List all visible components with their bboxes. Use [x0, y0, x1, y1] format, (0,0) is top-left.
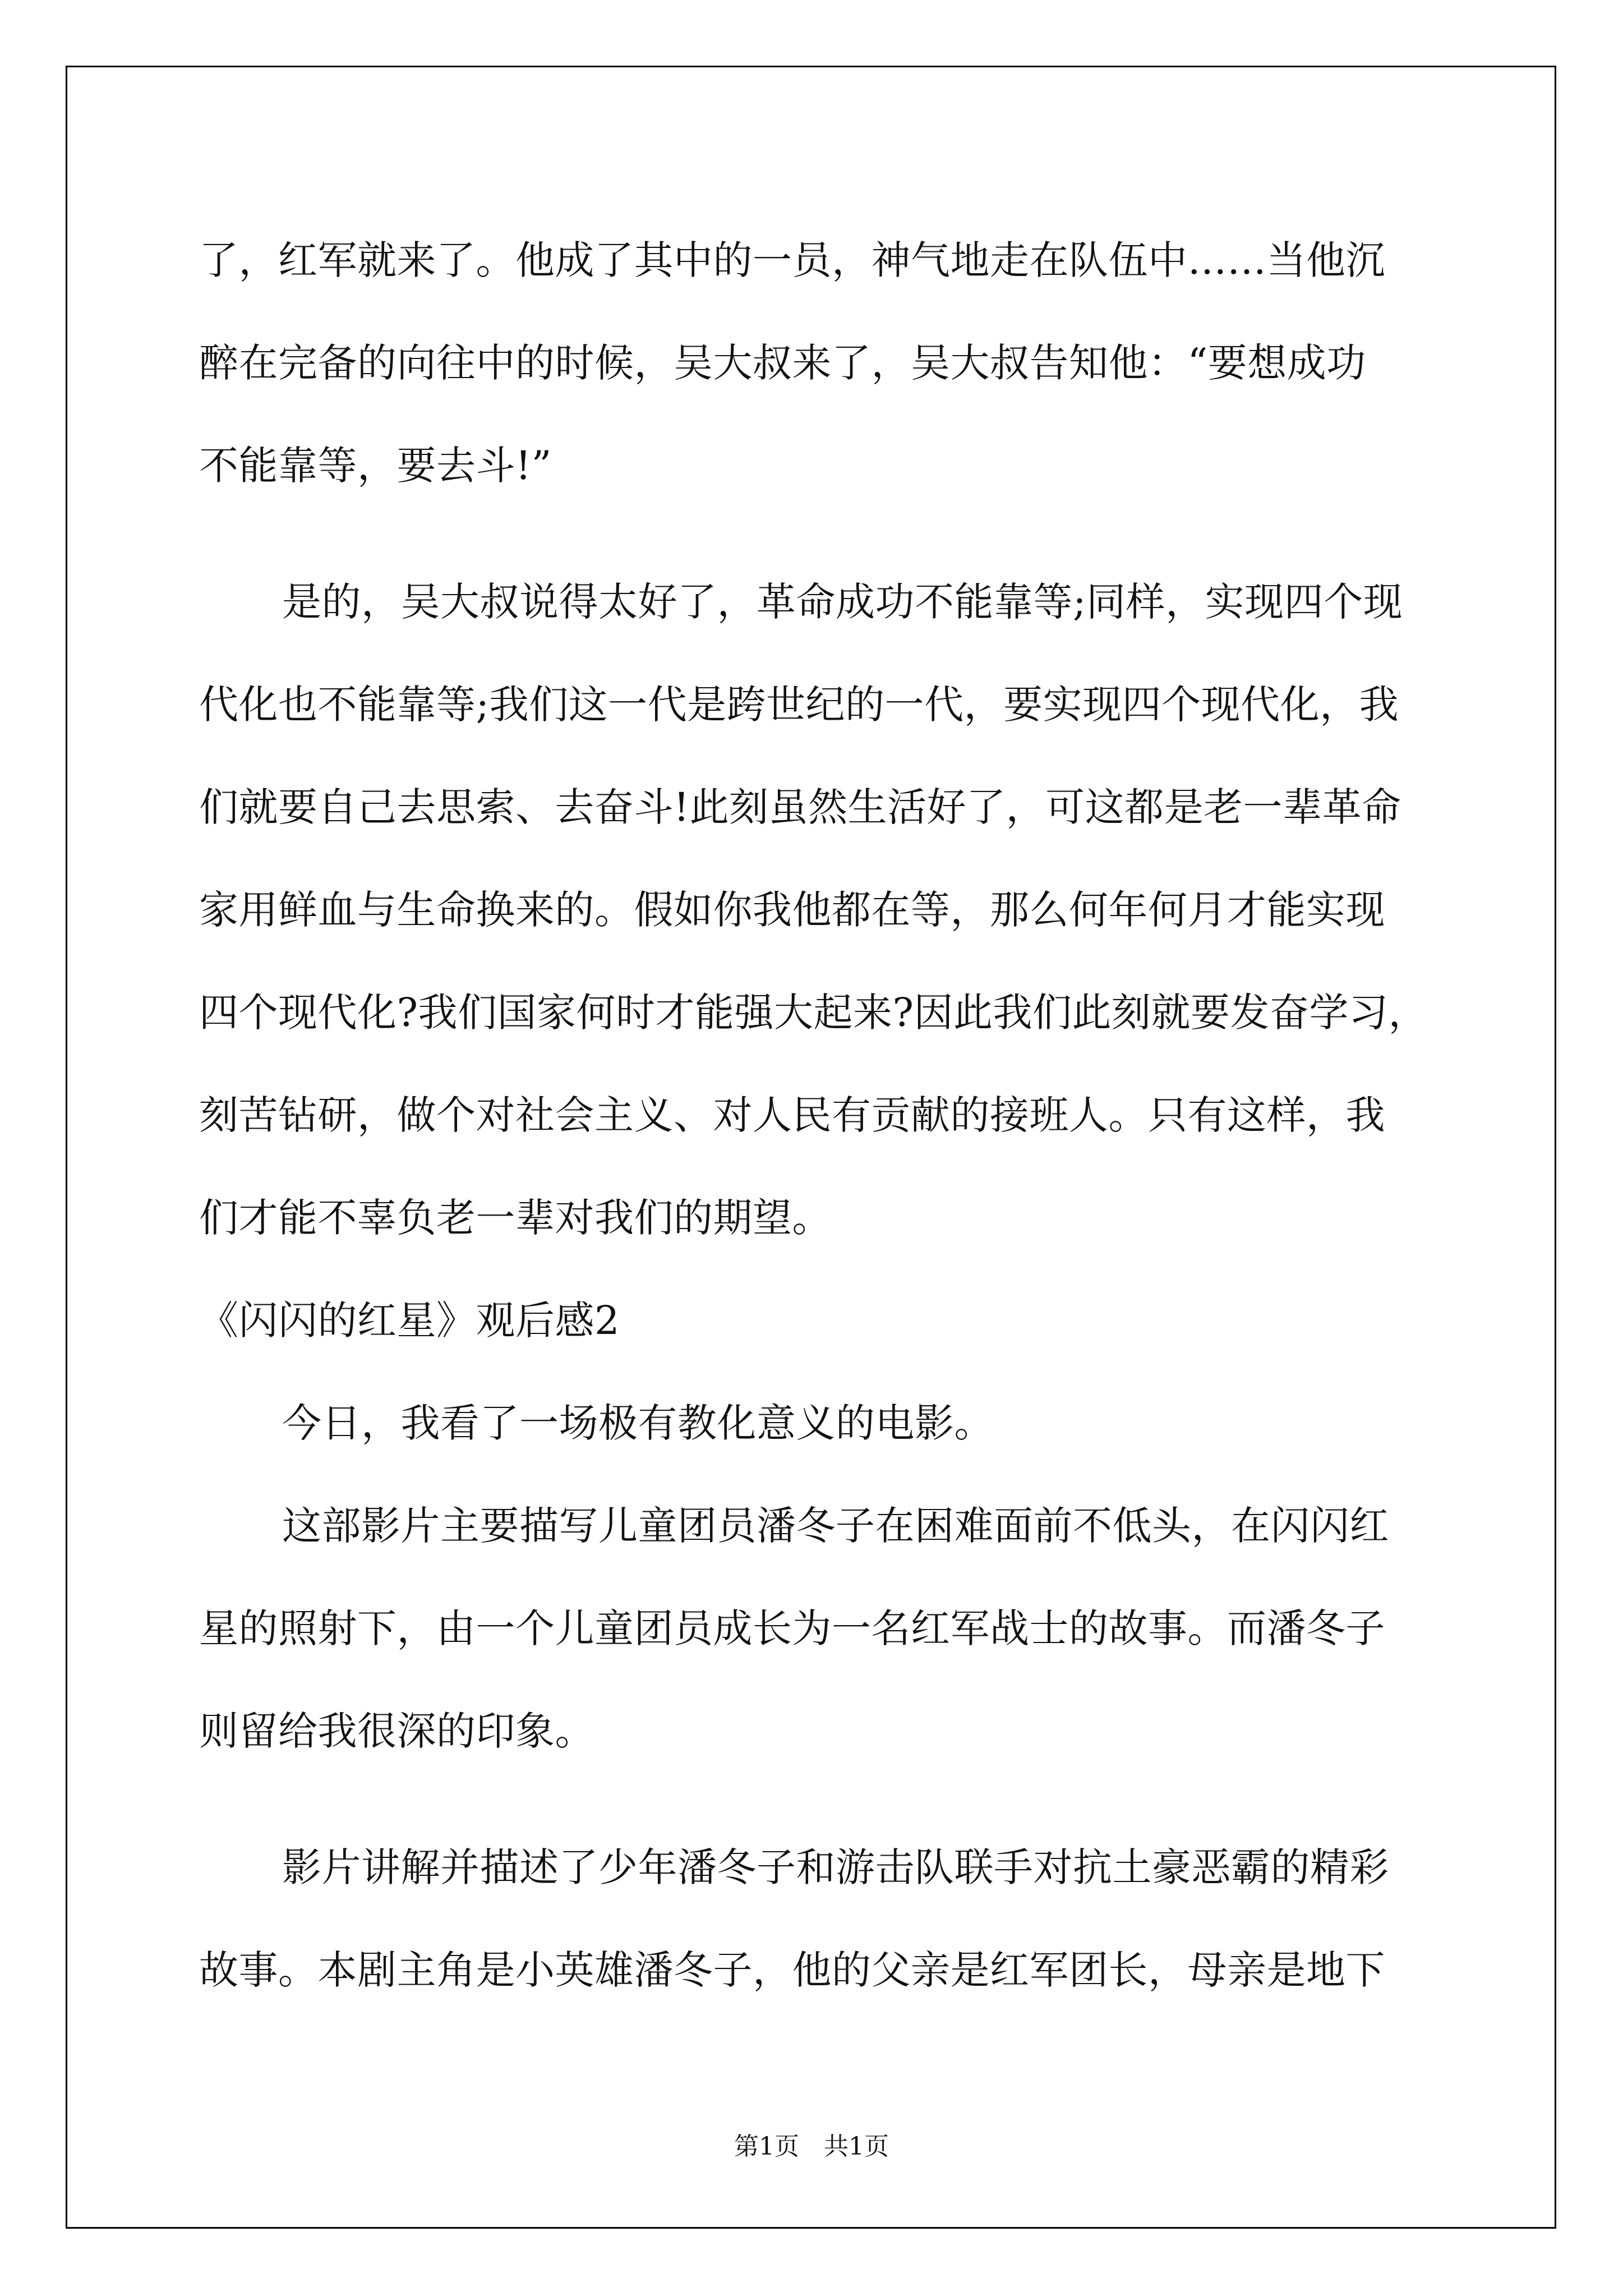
paragraph-line: 故事。本剧主角是小英雄潘冬子，他的父亲是红军团长，母亲是地下: [199, 1947, 1385, 1993]
paragraph-line: 是的，吴大叔说得太好了，革命成功不能靠等;同样，实现四个现: [282, 579, 1403, 625]
paragraph-line: 这部影片主要描写儿童团员潘冬子在困难面前不低头，在闪闪红: [282, 1503, 1389, 1549]
paragraph-3: [199, 1372, 1427, 1475]
document-body: [199, 209, 1427, 2022]
paragraph-line: 刻苦钻研，做个对社会主义、对人民有贡献的接班人。只有这样，我: [199, 1092, 1385, 1138]
paragraph-2: [199, 551, 1427, 1269]
paragraph-4: [199, 1475, 1427, 1783]
paragraph-line: 星的照射下，由一个儿童团员成长为一名红军战士的故事。而潘冬子: [199, 1605, 1385, 1651]
section-heading: 《闪闪的红星》观后感2: [199, 1297, 620, 1343]
paragraph-line: 家用鲜血与生命换来的。假如你我他都在等，那么何年何月才能实现: [199, 887, 1385, 933]
paragraph-line: 今日，我看了一场极有教化意义的电影。: [282, 1400, 994, 1446]
paragraph-line: 不能靠等，要去斗!”: [199, 443, 552, 489]
paragraph-line: 四个现代化?我们国家何时才能强大起来?因此我们此刻就要发奋学习，: [199, 990, 1428, 1036]
paragraph-line: 们才能不辜负老一辈对我们的期望。: [199, 1195, 832, 1241]
page-number: 第1页 共1页: [734, 2132, 889, 2161]
paragraph-line: 们就要自己去思索、去奋斗!此刻虽然生活好了，可这都是老一辈革命: [199, 784, 1401, 830]
paragraph-line: 醉在完备的向往中的时候，吴大叔来了，吴大叔告知他：“要想成功: [199, 340, 1366, 386]
paragraph-line: 了，红军就来了。他成了其中的一员，神气地走在队伍中……当他沉: [199, 237, 1385, 283]
paragraph-line: 代化也不能靠等;我们这一代是跨世纪的一代，要实现四个现代化，我: [199, 682, 1399, 728]
paragraph-1: [199, 209, 1427, 517]
paragraph-line: 影片讲解并描述了少年潘冬子和游击队联手对抗土豪恶霸的精彩: [282, 1844, 1389, 1890]
paragraph-5: [199, 1816, 1427, 2022]
paragraph-line: 则留给我很深的印象。: [199, 1708, 594, 1754]
